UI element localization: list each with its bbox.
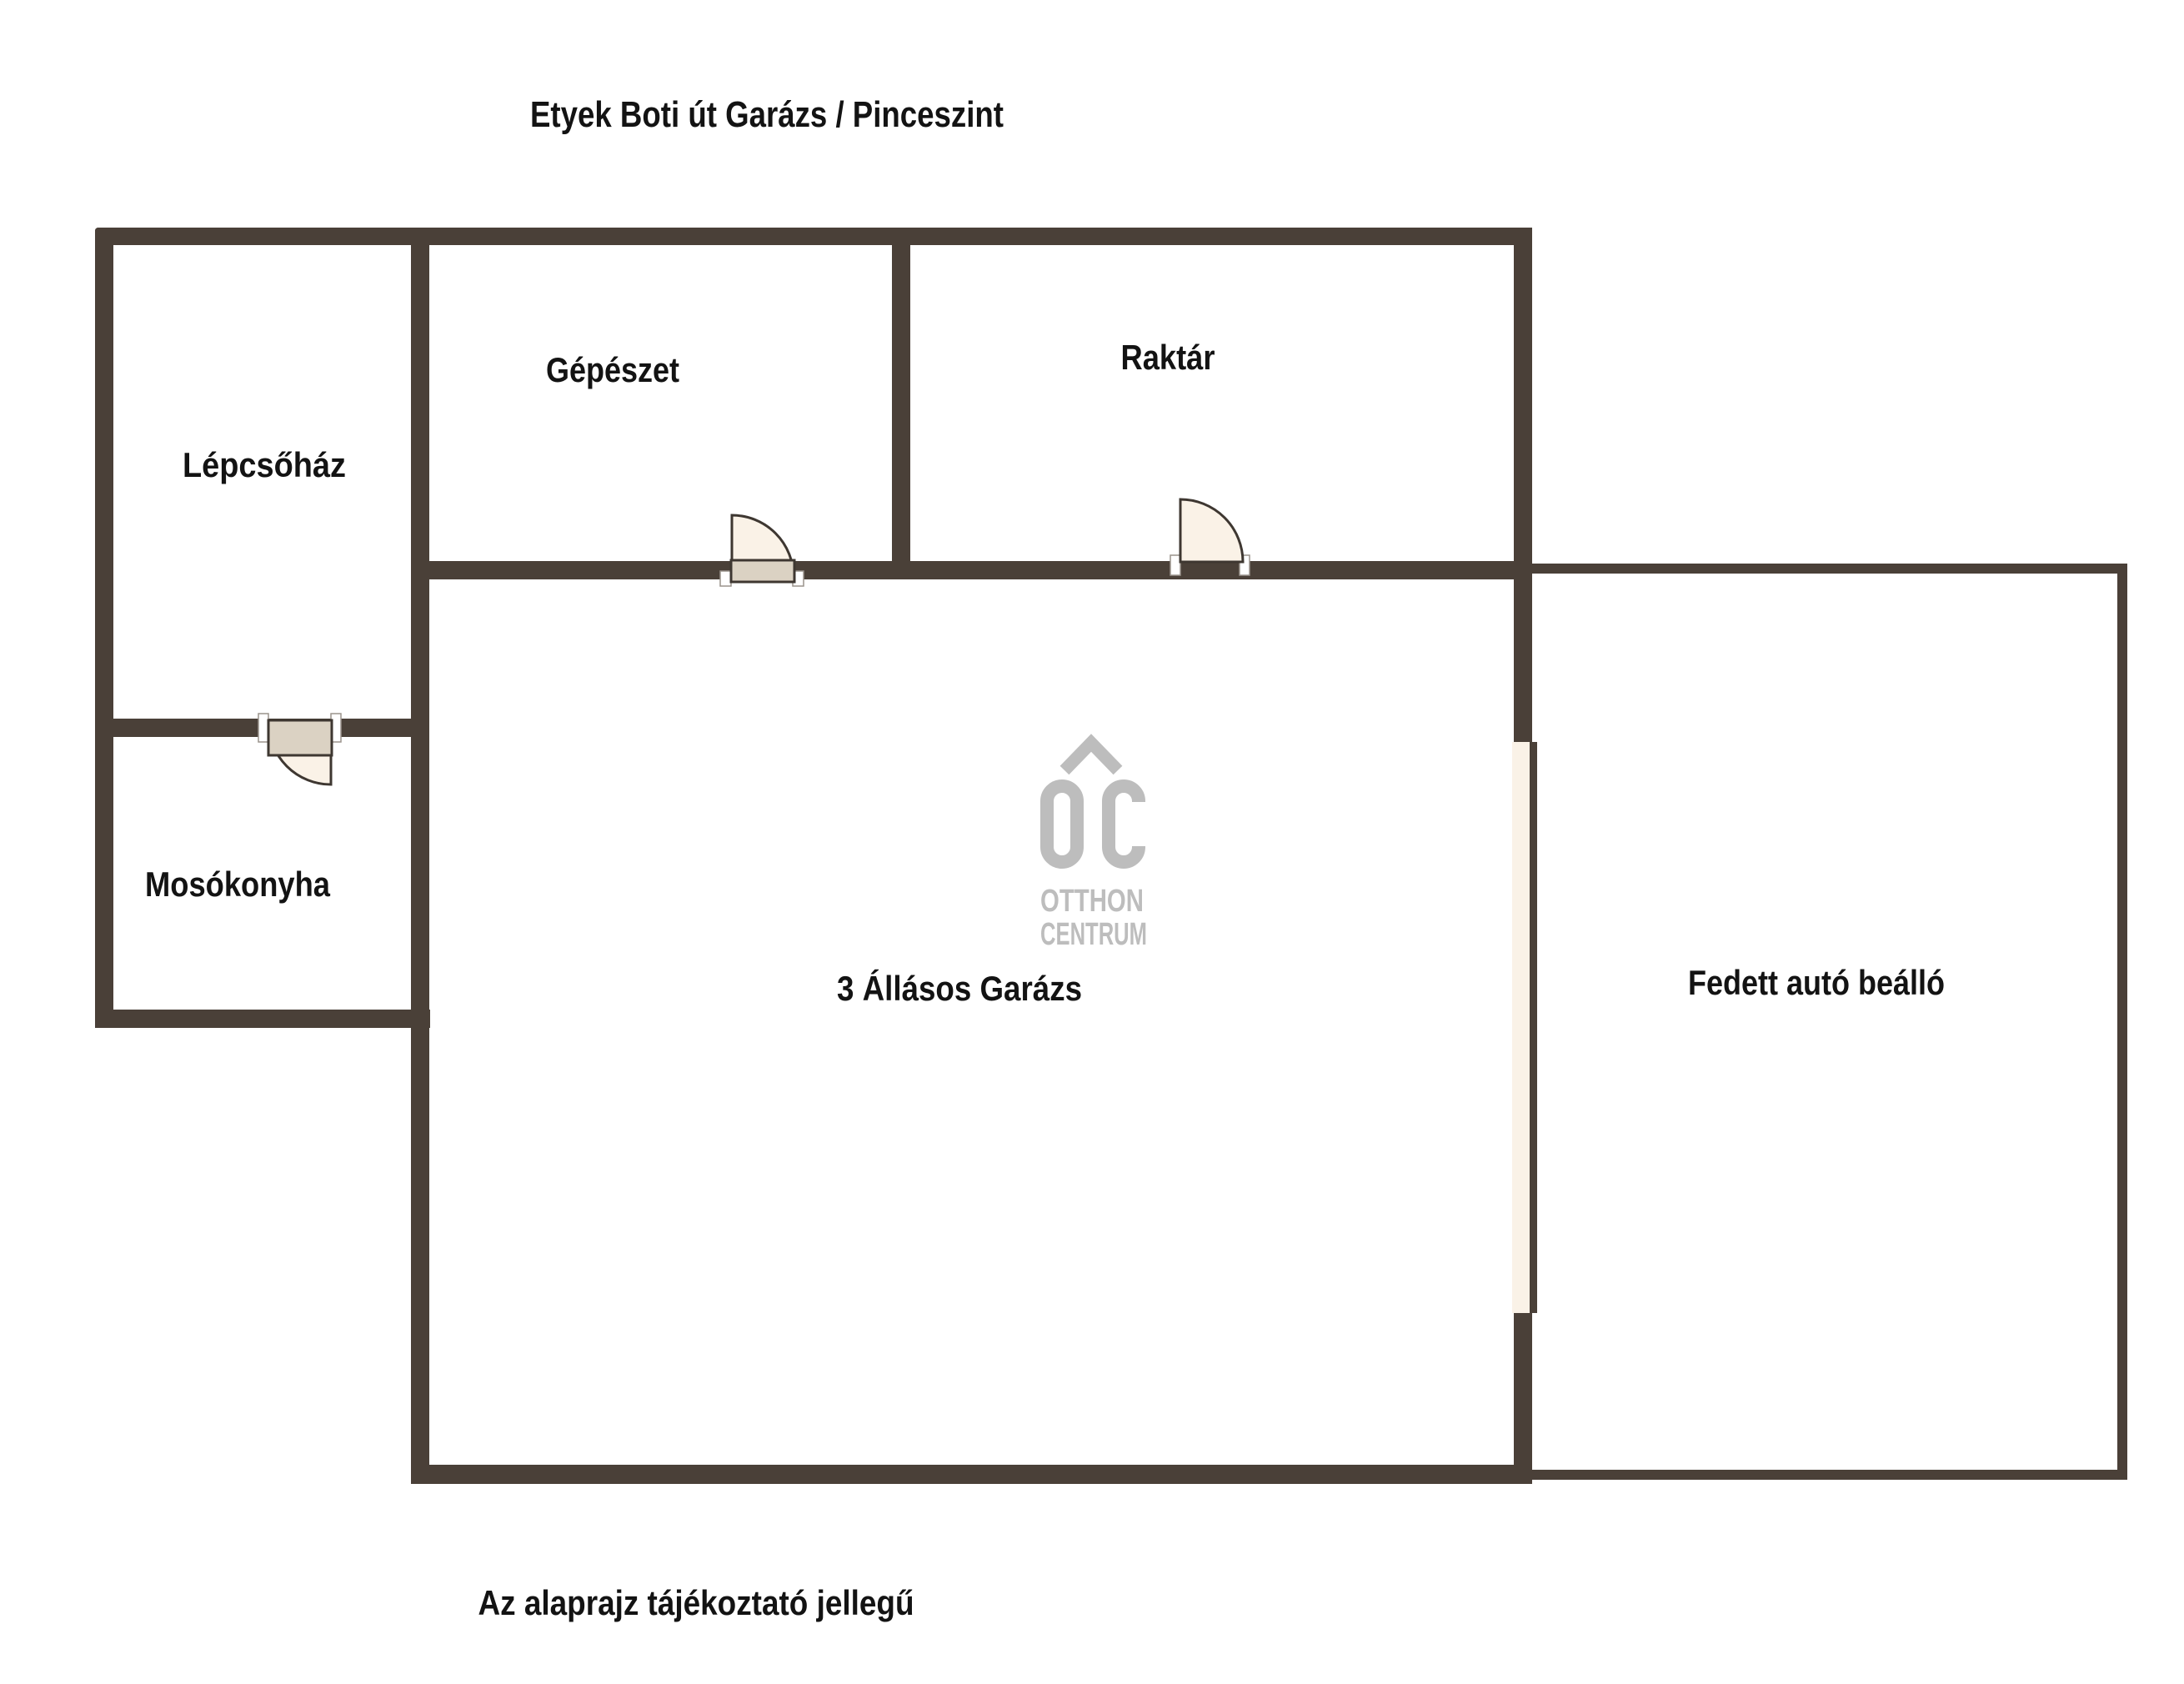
wall-garage-bottom bbox=[411, 1465, 1532, 1484]
wall-carport-bottom bbox=[1532, 1470, 2127, 1480]
wall-mechanical-storage-divider bbox=[892, 228, 910, 579]
room-label-garage: 3 Állásos Garázs bbox=[837, 969, 1082, 1008]
garage-door-panel bbox=[1512, 742, 1530, 1313]
room-label-mechanical: Gépészet bbox=[546, 350, 680, 389]
door-jamb-icon bbox=[720, 571, 731, 586]
wall-carport-right bbox=[2117, 564, 2127, 1480]
footer-disclaimer: Az alaprajz tájékoztató jellegű bbox=[478, 1583, 914, 1622]
otthon-centrum-logo bbox=[1040, 743, 1149, 952]
door-swing-arc-icon bbox=[1180, 499, 1243, 562]
page-title: Etyek Boti út Garázs / Pinceszint bbox=[530, 94, 1004, 135]
wall-central-vertical bbox=[411, 228, 429, 1484]
door-laundry bbox=[258, 714, 341, 784]
wall-garage-right-lower bbox=[1514, 1313, 1532, 1484]
logo-monogram-oc bbox=[1047, 786, 1149, 862]
logo-letter-o-icon bbox=[1047, 786, 1077, 862]
door-mechanical bbox=[720, 515, 804, 586]
door-leaf-icon bbox=[268, 720, 332, 755]
wall-garage-right-upper bbox=[1514, 228, 1532, 742]
room-label-laundry: Mosókonyha bbox=[145, 865, 331, 904]
room-label-carport: Fedett autó beálló bbox=[1688, 963, 1945, 1002]
door-jamb-icon bbox=[258, 714, 268, 742]
wall-left-outer bbox=[95, 228, 113, 1027]
garage-door bbox=[1512, 742, 1537, 1313]
door-jamb-icon bbox=[1170, 555, 1180, 575]
logo-word-otthon: OTTHON bbox=[1040, 884, 1144, 919]
wall-top bbox=[95, 228, 1532, 245]
room-label-storage: Raktár bbox=[1120, 338, 1215, 377]
room-label-staircase: Lépcsőház bbox=[183, 445, 346, 484]
garage-door-track-line bbox=[1530, 742, 1537, 1313]
wall-laundry-bottom bbox=[95, 1010, 430, 1028]
walls-carport bbox=[1532, 564, 2127, 1480]
door-leaf-icon bbox=[731, 560, 794, 582]
wall-carport-top bbox=[1532, 564, 2127, 574]
logo-letter-c-gap bbox=[1127, 802, 1149, 846]
logo-roof-chevron-icon bbox=[1064, 743, 1118, 770]
wall-garage-top bbox=[411, 561, 1532, 579]
logo-word-centrum: CENTRUM bbox=[1040, 917, 1147, 952]
walls-main bbox=[95, 228, 1532, 1484]
